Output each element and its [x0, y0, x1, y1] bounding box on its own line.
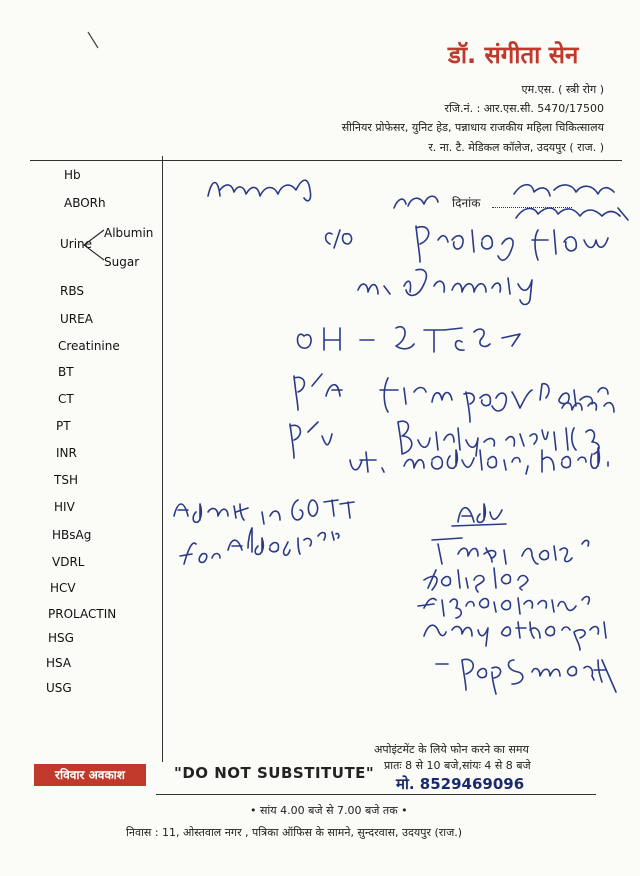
test-item: PT — [56, 419, 71, 433]
evening-timing: • सांय 4.00 बजे से 7.00 बजे तक • — [250, 804, 408, 817]
test-item: HSA — [46, 656, 72, 670]
appointment-note: अपोइंटमेंट के लिये फोन करने का समय — [374, 743, 529, 756]
do-not-substitute: "DO NOT SUBSTITUTE" — [174, 764, 375, 782]
urine-label: Urine — [60, 237, 93, 251]
handwritten-notes — [162, 160, 640, 760]
institution: र. ना. टै. मेडिकल कॉलेज, उदयपुर ( राज. ) — [428, 141, 604, 154]
test-item: ABORh — [64, 196, 106, 210]
test-item: HCV — [50, 581, 76, 595]
urine-sugar: Sugar — [104, 255, 140, 269]
registration-number: रजि.नं. : आर.एस.सी. 5470/17500 — [444, 102, 604, 115]
corner-mark — [86, 30, 100, 50]
phone-number: मो. 8529469096 — [396, 775, 525, 793]
test-item: VDRL — [52, 555, 85, 569]
position: सीनियर प्रोफेसर, युनिट हेड, पन्नाधाय राजकीय महिला चिकित्सालय — [341, 121, 604, 134]
test-item: Creatinine — [58, 339, 120, 353]
test-item: HIV — [54, 500, 75, 514]
urine-albumin: Albumin — [104, 226, 154, 240]
test-item: HSG — [48, 631, 74, 645]
qualification: एम.एस. ( स्त्री रोग ) — [521, 83, 604, 96]
test-item: CT — [58, 392, 74, 406]
doctor-name: डॉ. संगीता सेन — [448, 41, 579, 69]
test-item: RBS — [60, 284, 84, 298]
test-item: USG — [46, 681, 72, 695]
date-label: दिनांक — [452, 196, 481, 210]
residence-address: निवास : 11, ओस्तवाल नगर , पत्रिका ऑफिस के सामने, सुन्दरवास, उदयपुर (राज.) — [126, 826, 463, 839]
appointment-hours: प्रातः 8 से 10 बजे,सांयः 4 से 8 बजे — [384, 759, 531, 772]
test-item: UREA — [60, 312, 93, 326]
handwriting-strokes — [174, 180, 628, 694]
test-item: Hb — [64, 168, 81, 182]
test-item: PROLACTIN — [48, 607, 117, 621]
holiday-badge: रविवार अवकाश — [34, 764, 146, 786]
test-item: TSH — [54, 473, 78, 487]
test-item: BT — [58, 365, 74, 379]
test-item: INR — [56, 446, 77, 460]
test-item: HBsAg — [52, 528, 92, 542]
footer-divider — [156, 794, 596, 795]
urine-bracket — [82, 228, 106, 262]
